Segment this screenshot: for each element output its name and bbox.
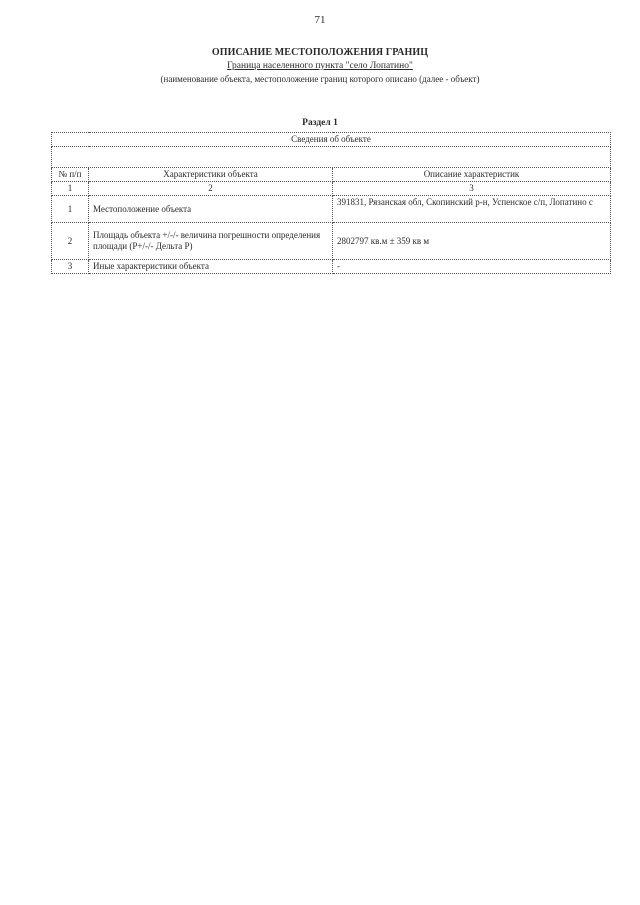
table-header-row [52, 168, 611, 182]
column-number-2: 2 [89, 182, 333, 196]
row-number: 3 [52, 260, 89, 274]
object-info-table [51, 132, 611, 274]
table-row [52, 223, 611, 260]
table-column-numbers-row [52, 182, 611, 196]
column-header-description: Описание характеристик [333, 168, 611, 182]
row-description: 391831, Рязанская обл, Скопинский р-н, Успенское с/п, Лопатино с [333, 196, 611, 223]
column-number-3: 3 [333, 182, 611, 196]
table-caption: Сведения об объекте [52, 133, 611, 147]
document-subtitle: Граница населенного пункта "село Лопатино" [227, 61, 413, 71]
column-number-1: 1 [52, 182, 89, 196]
row-characteristic: Местоположение объекта [89, 196, 333, 223]
table-caption-row [52, 133, 611, 147]
row-characteristic: Иные характеристики объекта [89, 260, 333, 274]
document-caption: (наименование объекта, местоположение границ которого описано (далее - объект) [160, 74, 480, 84]
row-description: - [333, 260, 611, 274]
page-number: 71 [314, 14, 326, 26]
table-row [52, 196, 611, 223]
table-row [52, 260, 611, 274]
column-header-characteristic: Характеристики объекта [89, 168, 333, 182]
row-characteristic: Площадь объекта +/-/- величина погрешности определения площади (Р+/-/- Дельта Р) [89, 223, 333, 260]
section-title: Раздел 1 [302, 118, 338, 128]
table-empty-row [52, 147, 611, 168]
row-number: 2 [52, 223, 89, 260]
column-header-number: № п/п [52, 168, 89, 182]
document-title: ОПИСАНИЕ МЕСТОПОЛОЖЕНИЯ ГРАНИЦ [211, 47, 429, 58]
table-empty-cell [52, 147, 611, 168]
row-description: 2802797 кв.м ± 359 кв м [333, 223, 611, 260]
row-number: 1 [52, 196, 89, 223]
